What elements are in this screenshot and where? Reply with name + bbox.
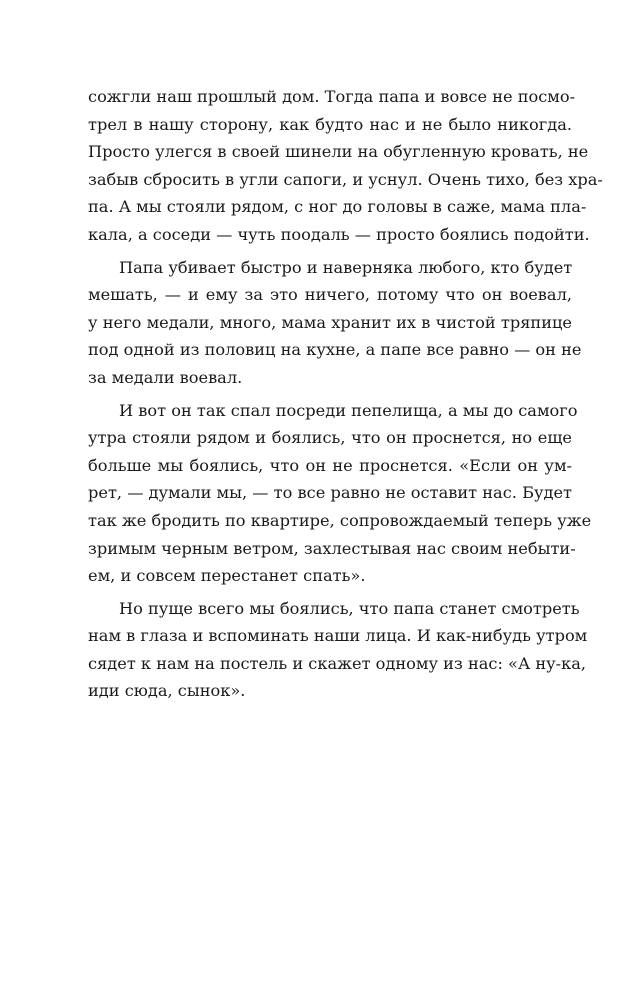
text-line: у него медали, много, мама хранит их в чистой тряпице [88,312,572,332]
text-line: трел в нашу сторону, как будто нас и не было никогда. [88,114,572,134]
text-line: сожгли наш прошлый дом. Тогда папа и вовсе не посмо- [88,87,576,106]
text-line: Папа убивает быстро и наверняка любого, кто будет [119,257,573,277]
text-line: нам в глаза и вспоминать наши лица. И как-нибудь утром [88,626,588,646]
text-line: рет, — думали мы, — то все равно не оставит нас. Будет [88,483,572,503]
paragraph-4 [88,595,588,705]
paragraph-2 [88,254,582,392]
text-line: зримым черным ветром, захлестывая нас своим небыти- [88,538,576,558]
text-line: иди сюда, сынок». [88,681,246,701]
text-line: забыв сбросить в угли сапоги, и уснул. Очень тихо, без хра- [88,169,603,189]
page-body-text [88,83,603,705]
text-line: сядет к нам на постель и скажет одному из нас: «А ну-ка, [88,653,587,673]
text-line: ем, и совсем перестанет спать». [88,566,366,586]
text-line: Просто улегся в своей шинели на обугленную кровать, не [88,142,589,162]
text-line: под одной из половиц на кухне, а папе все равно — он не [88,340,582,360]
text-line: утра стояли рядом и боялись, что он проснется, но еще [88,428,572,448]
text-line: мешать, — и ему за это ничего, потому что он воевал, [88,285,572,305]
paragraph-3 [88,397,592,590]
text-line: Но пуще всего мы боялись, что папа станет смотреть [119,598,580,618]
text-line: И вот он так спал посреди пепелища, а мы до самого [119,400,578,420]
text-line: за медали воевал. [88,367,243,387]
text-line: кала, а соседи — чуть поодаль — просто боялись подойти. [88,224,590,244]
paragraph-1 [88,83,603,249]
text-line: па. А мы стояли рядом, с ног до головы в саже, мама пла- [88,197,587,217]
text-line: больше мы боялись, что он не проснется. «Если он ум- [88,455,572,475]
text-line: так же бродить по квартире, сопровождаемый теперь уже [88,510,592,530]
